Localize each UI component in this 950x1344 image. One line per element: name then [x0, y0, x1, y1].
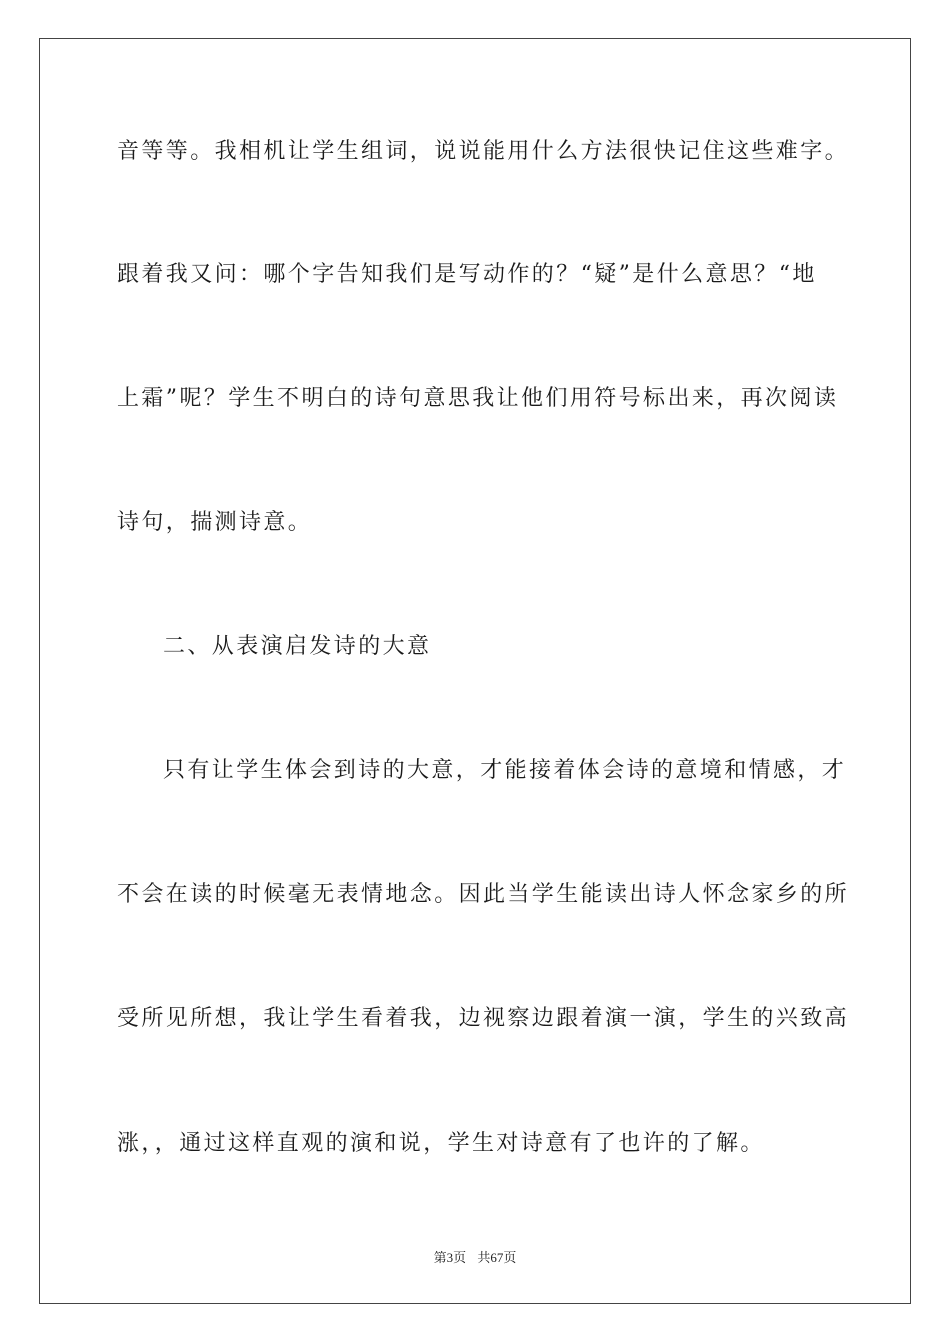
paragraph-line: 只有让学生体会到诗的大意，才能接着体会诗的意境和情感，才	[163, 758, 847, 783]
page-footer	[0, 1247, 950, 1266]
paragraph-line: 音等等。我相机让学生组词，说说能用什么方法很快记住这些难字。	[117, 139, 850, 164]
paragraph-line: 上霜”呢？学生不明白的诗句意思我让他们用符号标出来，再次阅读	[117, 386, 839, 411]
paragraph-line: 受所见所想，我让学生看着我，边视察边跟着演一演，学生的兴致高	[117, 1006, 850, 1031]
page-number: 第3页	[433, 1250, 467, 1265]
section-heading: 二、从表演启发诗的大意	[163, 634, 432, 659]
paragraph-line: 不会在读的时候毫无表情地念。因此当学生能读出诗人怀念家乡的所	[117, 882, 850, 907]
paragraph-line: 诗句，揣测诗意。	[117, 510, 313, 535]
page-frame	[39, 38, 911, 1304]
paragraph-line: 涨，，通过这样直观的演和说，学生对诗意有了也许的了解。	[117, 1131, 765, 1156]
page-total: 共67页	[477, 1250, 517, 1265]
paragraph-line: 跟着我又问：哪个字告知我们是写动作的？“疑”是什么意思？“地	[117, 262, 817, 287]
